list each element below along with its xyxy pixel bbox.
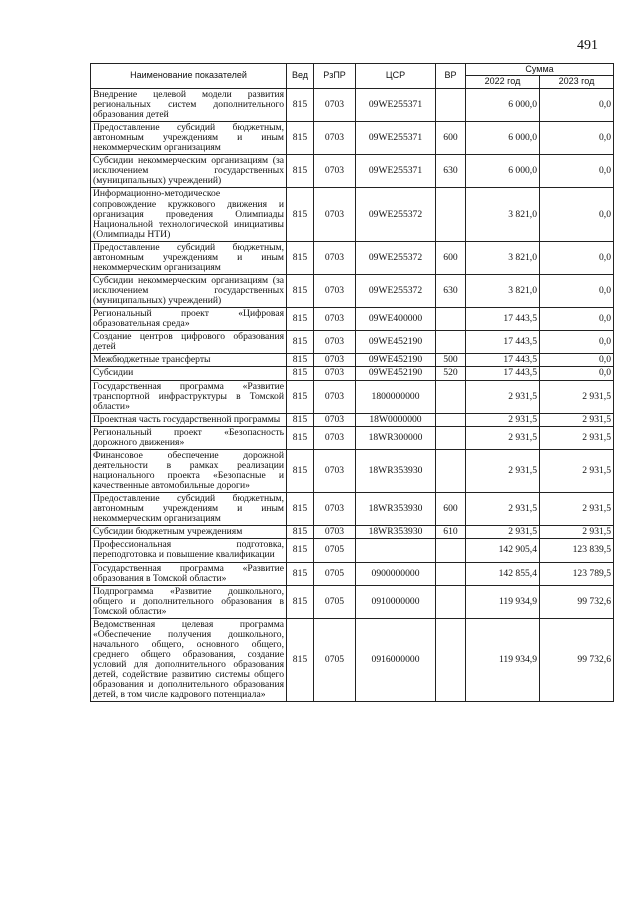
cell-vr (436, 449, 466, 492)
cell-rzpr: 0703 (314, 188, 356, 241)
cell-name: Предоставление субсидий бюджетным, автономным учреждениям и иным некоммерческим организациям (91, 122, 287, 155)
table-row (91, 526, 614, 539)
cell-csr: 09WE255371 (356, 155, 436, 188)
cell-csr: 09WE255371 (356, 88, 436, 121)
header-vr: ВР (436, 64, 466, 89)
cell-y2023: 0,0 (540, 354, 614, 367)
cell-name: Региональный проект «Безопасность дорожного движения» (91, 426, 287, 449)
table-row (91, 426, 614, 449)
cell-name: Финансовое обеспечение дорожной деятельности в рамках реализации национального проекта «Безопасные и качественные автомобильные дороги» (91, 449, 287, 492)
cell-name: Профессиональная подготовка, переподготовка и повышение квалификации (91, 539, 287, 562)
cell-ved: 815 (287, 426, 314, 449)
header-rzpr: РзПР (314, 64, 356, 89)
cell-ved: 815 (287, 122, 314, 155)
cell-y2022: 3 821,0 (466, 188, 540, 241)
cell-y2023: 0,0 (540, 274, 614, 307)
table-row (91, 88, 614, 121)
cell-y2022: 17 443,5 (466, 331, 540, 354)
cell-y2022: 142 855,4 (466, 562, 540, 585)
cell-y2023: 0,0 (540, 331, 614, 354)
cell-vr: 520 (436, 367, 466, 380)
header-year-2022: 2022 год (466, 76, 540, 88)
table-row (91, 539, 614, 562)
cell-y2023: 2 931,5 (540, 449, 614, 492)
cell-csr: 09WE255372 (356, 188, 436, 241)
cell-y2022: 2 931,5 (466, 449, 540, 492)
table-row (91, 241, 614, 274)
cell-ved: 815 (287, 155, 314, 188)
cell-ved: 815 (287, 526, 314, 539)
cell-ved: 815 (287, 413, 314, 426)
cell-y2023: 0,0 (540, 308, 614, 331)
table-row (91, 274, 614, 307)
cell-name: Проектная часть государственной программы (91, 413, 287, 426)
cell-ved: 815 (287, 449, 314, 492)
table-row (91, 188, 614, 241)
cell-rzpr: 0703 (314, 274, 356, 307)
cell-vr: 600 (436, 493, 466, 526)
cell-vr: 630 (436, 274, 466, 307)
cell-y2023: 99 732,6 (540, 585, 614, 618)
cell-vr (436, 413, 466, 426)
cell-y2022: 2 931,5 (466, 380, 540, 413)
cell-csr: 0916000000 (356, 618, 436, 702)
cell-vr (436, 88, 466, 121)
cell-name: Государственная программа «Развитие образования в Томской области» (91, 562, 287, 585)
cell-y2022: 2 931,5 (466, 526, 540, 539)
cell-rzpr: 0703 (314, 413, 356, 426)
cell-ved: 815 (287, 585, 314, 618)
cell-csr: 18WR353930 (356, 526, 436, 539)
cell-rzpr: 0703 (314, 331, 356, 354)
cell-csr: 09WE452190 (356, 331, 436, 354)
cell-name: Предоставление субсидий бюджетным, автономным учреждениям и иным некоммерческим организациям (91, 241, 287, 274)
cell-csr: 0910000000 (356, 585, 436, 618)
cell-name: Субсидии некоммерческим организациям (за исключением государственных (муниципальных) учреждений) (91, 274, 287, 307)
cell-vr (436, 562, 466, 585)
page-number: 491 (577, 38, 598, 53)
cell-ved: 815 (287, 367, 314, 380)
table-row (91, 562, 614, 585)
cell-name: Подпрограмма «Развитие дошкольного, общего и дополнительного образования в Томской области» (91, 585, 287, 618)
budget-table (90, 63, 614, 702)
cell-y2022: 6 000,0 (466, 88, 540, 121)
cell-csr: 09WE255372 (356, 241, 436, 274)
cell-y2023: 0,0 (540, 188, 614, 241)
cell-vr (436, 426, 466, 449)
table-body (91, 88, 614, 701)
cell-rzpr: 0703 (314, 367, 356, 380)
cell-ved: 815 (287, 562, 314, 585)
cell-vr (436, 331, 466, 354)
cell-name: Субсидии бюджетным учреждениям (91, 526, 287, 539)
cell-vr (436, 188, 466, 241)
cell-vr (436, 308, 466, 331)
cell-vr: 600 (436, 122, 466, 155)
cell-y2022: 119 934,9 (466, 585, 540, 618)
cell-y2023: 2 931,5 (540, 413, 614, 426)
cell-y2022: 17 443,5 (466, 367, 540, 380)
cell-vr (436, 539, 466, 562)
cell-y2023: 0,0 (540, 367, 614, 380)
cell-y2023: 123 789,5 (540, 562, 614, 585)
cell-name: Региональный проект «Цифровая образовательная среда» (91, 308, 287, 331)
cell-rzpr: 0703 (314, 354, 356, 367)
table-row (91, 413, 614, 426)
table-row (91, 308, 614, 331)
cell-rzpr: 0703 (314, 493, 356, 526)
cell-y2023: 2 931,5 (540, 526, 614, 539)
cell-ved: 815 (287, 274, 314, 307)
cell-csr: 18W0000000 (356, 413, 436, 426)
cell-csr: 09WE255371 (356, 122, 436, 155)
header-name: Наименование показателей (91, 64, 287, 89)
cell-rzpr: 0705 (314, 562, 356, 585)
cell-rzpr: 0705 (314, 585, 356, 618)
cell-rzpr: 0705 (314, 539, 356, 562)
cell-y2023: 0,0 (540, 122, 614, 155)
cell-y2022: 6 000,0 (466, 155, 540, 188)
cell-ved: 815 (287, 493, 314, 526)
cell-y2023: 0,0 (540, 155, 614, 188)
table-row (91, 331, 614, 354)
cell-csr: 09WE452190 (356, 367, 436, 380)
table-row (91, 155, 614, 188)
cell-name: Субсидии (91, 367, 287, 380)
cell-csr: 0900000000 (356, 562, 436, 585)
cell-rzpr: 0703 (314, 426, 356, 449)
cell-rzpr: 0703 (314, 241, 356, 274)
cell-y2023: 99 732,6 (540, 618, 614, 702)
cell-rzpr: 0703 (314, 155, 356, 188)
cell-y2022: 17 443,5 (466, 308, 540, 331)
header-sum: Сумма (466, 64, 614, 76)
table-row (91, 585, 614, 618)
cell-csr: 09WE452190 (356, 354, 436, 367)
cell-name: Предоставление субсидий бюджетным, автономным учреждениям и иным некоммерческим организациям (91, 493, 287, 526)
cell-vr: 630 (436, 155, 466, 188)
cell-ved: 815 (287, 539, 314, 562)
cell-name: Межбюджетные трансферты (91, 354, 287, 367)
cell-y2022: 17 443,5 (466, 354, 540, 367)
cell-csr: 09WE255372 (356, 274, 436, 307)
cell-name: Создание центров цифрового образования детей (91, 331, 287, 354)
cell-ved: 815 (287, 241, 314, 274)
cell-rzpr: 0703 (314, 308, 356, 331)
cell-y2023: 2 931,5 (540, 426, 614, 449)
cell-y2022: 119 934,9 (466, 618, 540, 702)
table-row (91, 618, 614, 702)
table-row (91, 380, 614, 413)
cell-rzpr: 0703 (314, 449, 356, 492)
cell-csr (356, 539, 436, 562)
cell-rzpr: 0705 (314, 618, 356, 702)
cell-ved: 815 (287, 380, 314, 413)
cell-y2022: 2 931,5 (466, 493, 540, 526)
cell-name: Внедрение целевой модели развития региональных систем дополнительного образования детей (91, 88, 287, 121)
cell-y2023: 0,0 (540, 88, 614, 121)
cell-vr: 610 (436, 526, 466, 539)
cell-vr: 600 (436, 241, 466, 274)
cell-vr: 500 (436, 354, 466, 367)
cell-y2022: 6 000,0 (466, 122, 540, 155)
cell-y2022: 3 821,0 (466, 241, 540, 274)
cell-ved: 815 (287, 331, 314, 354)
cell-name: Государственная программа «Развитие транспортной инфраструктуры в Томской области» (91, 380, 287, 413)
table-row (91, 493, 614, 526)
cell-ved: 815 (287, 88, 314, 121)
table-row (91, 367, 614, 380)
cell-rzpr: 0703 (314, 526, 356, 539)
cell-y2022: 3 821,0 (466, 274, 540, 307)
cell-csr: 18WR353930 (356, 493, 436, 526)
cell-csr: 18WR353930 (356, 449, 436, 492)
header-year-2023: 2023 год (540, 76, 614, 88)
header-ved: Вед (287, 64, 314, 89)
cell-csr: 09WE400000 (356, 308, 436, 331)
cell-vr (436, 618, 466, 702)
cell-y2023: 2 931,5 (540, 380, 614, 413)
cell-ved: 815 (287, 354, 314, 367)
cell-ved: 815 (287, 618, 314, 702)
cell-ved: 815 (287, 188, 314, 241)
cell-rzpr: 0703 (314, 88, 356, 121)
cell-vr (436, 585, 466, 618)
cell-csr: 18WR300000 (356, 426, 436, 449)
cell-name: Информационно-методическое сопровождение кружкового движения и организация проведения Олимпиады Национальной технологической инициативы (Олимпиады НТИ) (91, 188, 287, 241)
cell-y2023: 0,0 (540, 241, 614, 274)
cell-ved: 815 (287, 308, 314, 331)
cell-y2023: 2 931,5 (540, 493, 614, 526)
cell-name: Субсидии некоммерческим организациям (за исключением государственных (муниципальных) учреждений) (91, 155, 287, 188)
table-row (91, 354, 614, 367)
table-row (91, 122, 614, 155)
cell-rzpr: 0703 (314, 122, 356, 155)
cell-csr: 1800000000 (356, 380, 436, 413)
cell-y2023: 123 839,5 (540, 539, 614, 562)
cell-y2022: 2 931,5 (466, 426, 540, 449)
cell-y2022: 142 905,4 (466, 539, 540, 562)
cell-rzpr: 0703 (314, 380, 356, 413)
table-row (91, 449, 614, 492)
cell-y2022: 2 931,5 (466, 413, 540, 426)
cell-vr (436, 380, 466, 413)
cell-name: Ведомственная целевая программа «Обеспечение получения дошкольного, начального общего, основного общего, среднего общего образования, создание условий для дополнительного образования детей, содействие развитию системы общего образования и дополнительного образования детей, в том числе кадрового потенциала» (91, 618, 287, 702)
header-csr: ЦСР (356, 64, 436, 89)
